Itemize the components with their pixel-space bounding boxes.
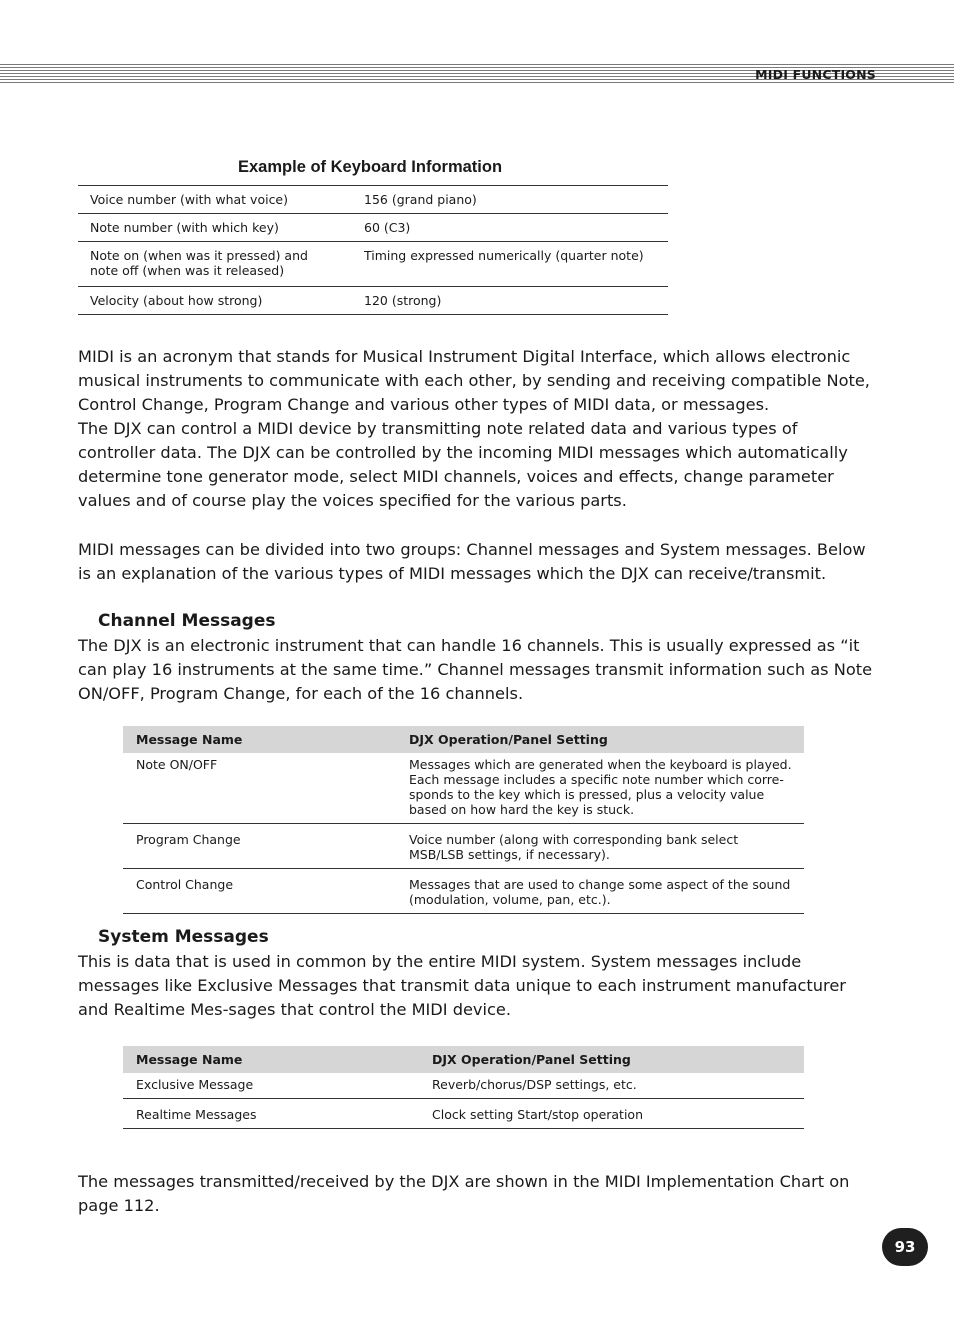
column-header-message-name: Message Name [123,726,396,753]
table-row [78,214,668,242]
message-setting: Reverb/chorus/DSP settings, etc. [419,1073,804,1099]
system-messages-table [123,1046,804,1129]
kb-value: Timing expressed numerically (quarter note) [352,242,668,287]
table-row [123,869,804,914]
column-header-setting: DJX Operation/Panel Setting [396,726,804,753]
channel-messages-text: The DJX is an electronic instrument that can handle 16 channels. This is usually expressed as “it can play 16 instruments at the same time.” Channel messages transmit information such as Note ON/OFF, Program Change, for each of the 16 channels. [78,636,873,703]
kb-label: Velocity (about how strong) [78,287,352,315]
section-label: MIDI FUNCTIONS [755,67,876,82]
table-row [78,186,668,214]
kb-label: Note on (when was it pressed) and note off (when was it released) [78,242,352,287]
message-setting: Voice number (along with corresponding bank select MSB/LSB settings, if necessary). [396,824,804,869]
table-row [123,1073,804,1099]
message-setting: Messages which are generated when the keyboard is played. Each message includes a specific note number which corre-sponds to the key which is pressed, plus a velocity value based on how hard the key is stuck. [396,753,804,824]
kb-value: 60 (C3) [352,214,668,242]
message-name: Control Change [123,869,396,914]
table-header [123,726,804,753]
message-name: Program Change [123,824,396,869]
table-row [78,242,668,287]
message-name: Exclusive Message [123,1073,419,1099]
system-messages-heading: System Messages [98,927,269,947]
message-setting: Messages that are used to change some aspect of the sound (modulation, volume, pan, etc.). [396,869,804,914]
intro-paragraph-2: The DJX can control a MIDI device by transmitting note related data and various types of controller data. The DJX can be controlled by the incoming MIDI messages which automatically determine tone generator mode, select MIDI channels, voices and effects, change parameter values and of course play the voices specified for the various parts. [78,419,848,510]
page-number: 93 [882,1228,928,1266]
channel-messages-table [123,726,804,914]
kb-value: 120 (strong) [352,287,668,315]
table-row [123,824,804,869]
system-messages-text: This is data that is used in common by the entire MIDI system. System messages include messages like Exclusive Messages that transmit data unique to each instrument manufacturer and Realtime Mes-sages that control the MIDI device. [78,952,846,1019]
column-header-setting: DJX Operation/Panel Setting [419,1046,804,1073]
kb-label: Note number (with which key) [78,214,352,242]
footer-text: The messages transmitted/received by the DJX are shown in the MIDI Implementation Chart on page 112. [78,1172,850,1215]
table-header [123,1046,804,1073]
keyboard-info-title: Example of Keyboard Information [238,158,503,176]
message-name: Note ON/OFF [123,753,396,824]
kb-value: 156 (grand piano) [352,186,668,214]
table-row [78,287,668,315]
channel-messages-heading: Channel Messages [98,611,276,631]
table-row [123,753,804,824]
message-name: Realtime Messages [123,1099,419,1129]
intro-paragraph-1: MIDI is an acronym that stands for Musical Instrument Digital Interface, which allows electronic musical instruments to communicate with each other, by sending and receiving compatible Note, Control Change, Program Change and various other types of MIDI data, or messages. [78,347,870,414]
column-header-message-name: Message Name [123,1046,419,1073]
keyboard-info-table [78,185,668,315]
kb-label: Voice number (with what voice) [78,186,352,214]
message-setting: Clock setting Start/stop operation [419,1099,804,1129]
table-row [123,1099,804,1129]
intro-paragraph-3: MIDI messages can be divided into two groups: Channel messages and System messages. Below is an explanation of the various types of MIDI messages which the DJX can receive/transmit. [78,540,866,583]
